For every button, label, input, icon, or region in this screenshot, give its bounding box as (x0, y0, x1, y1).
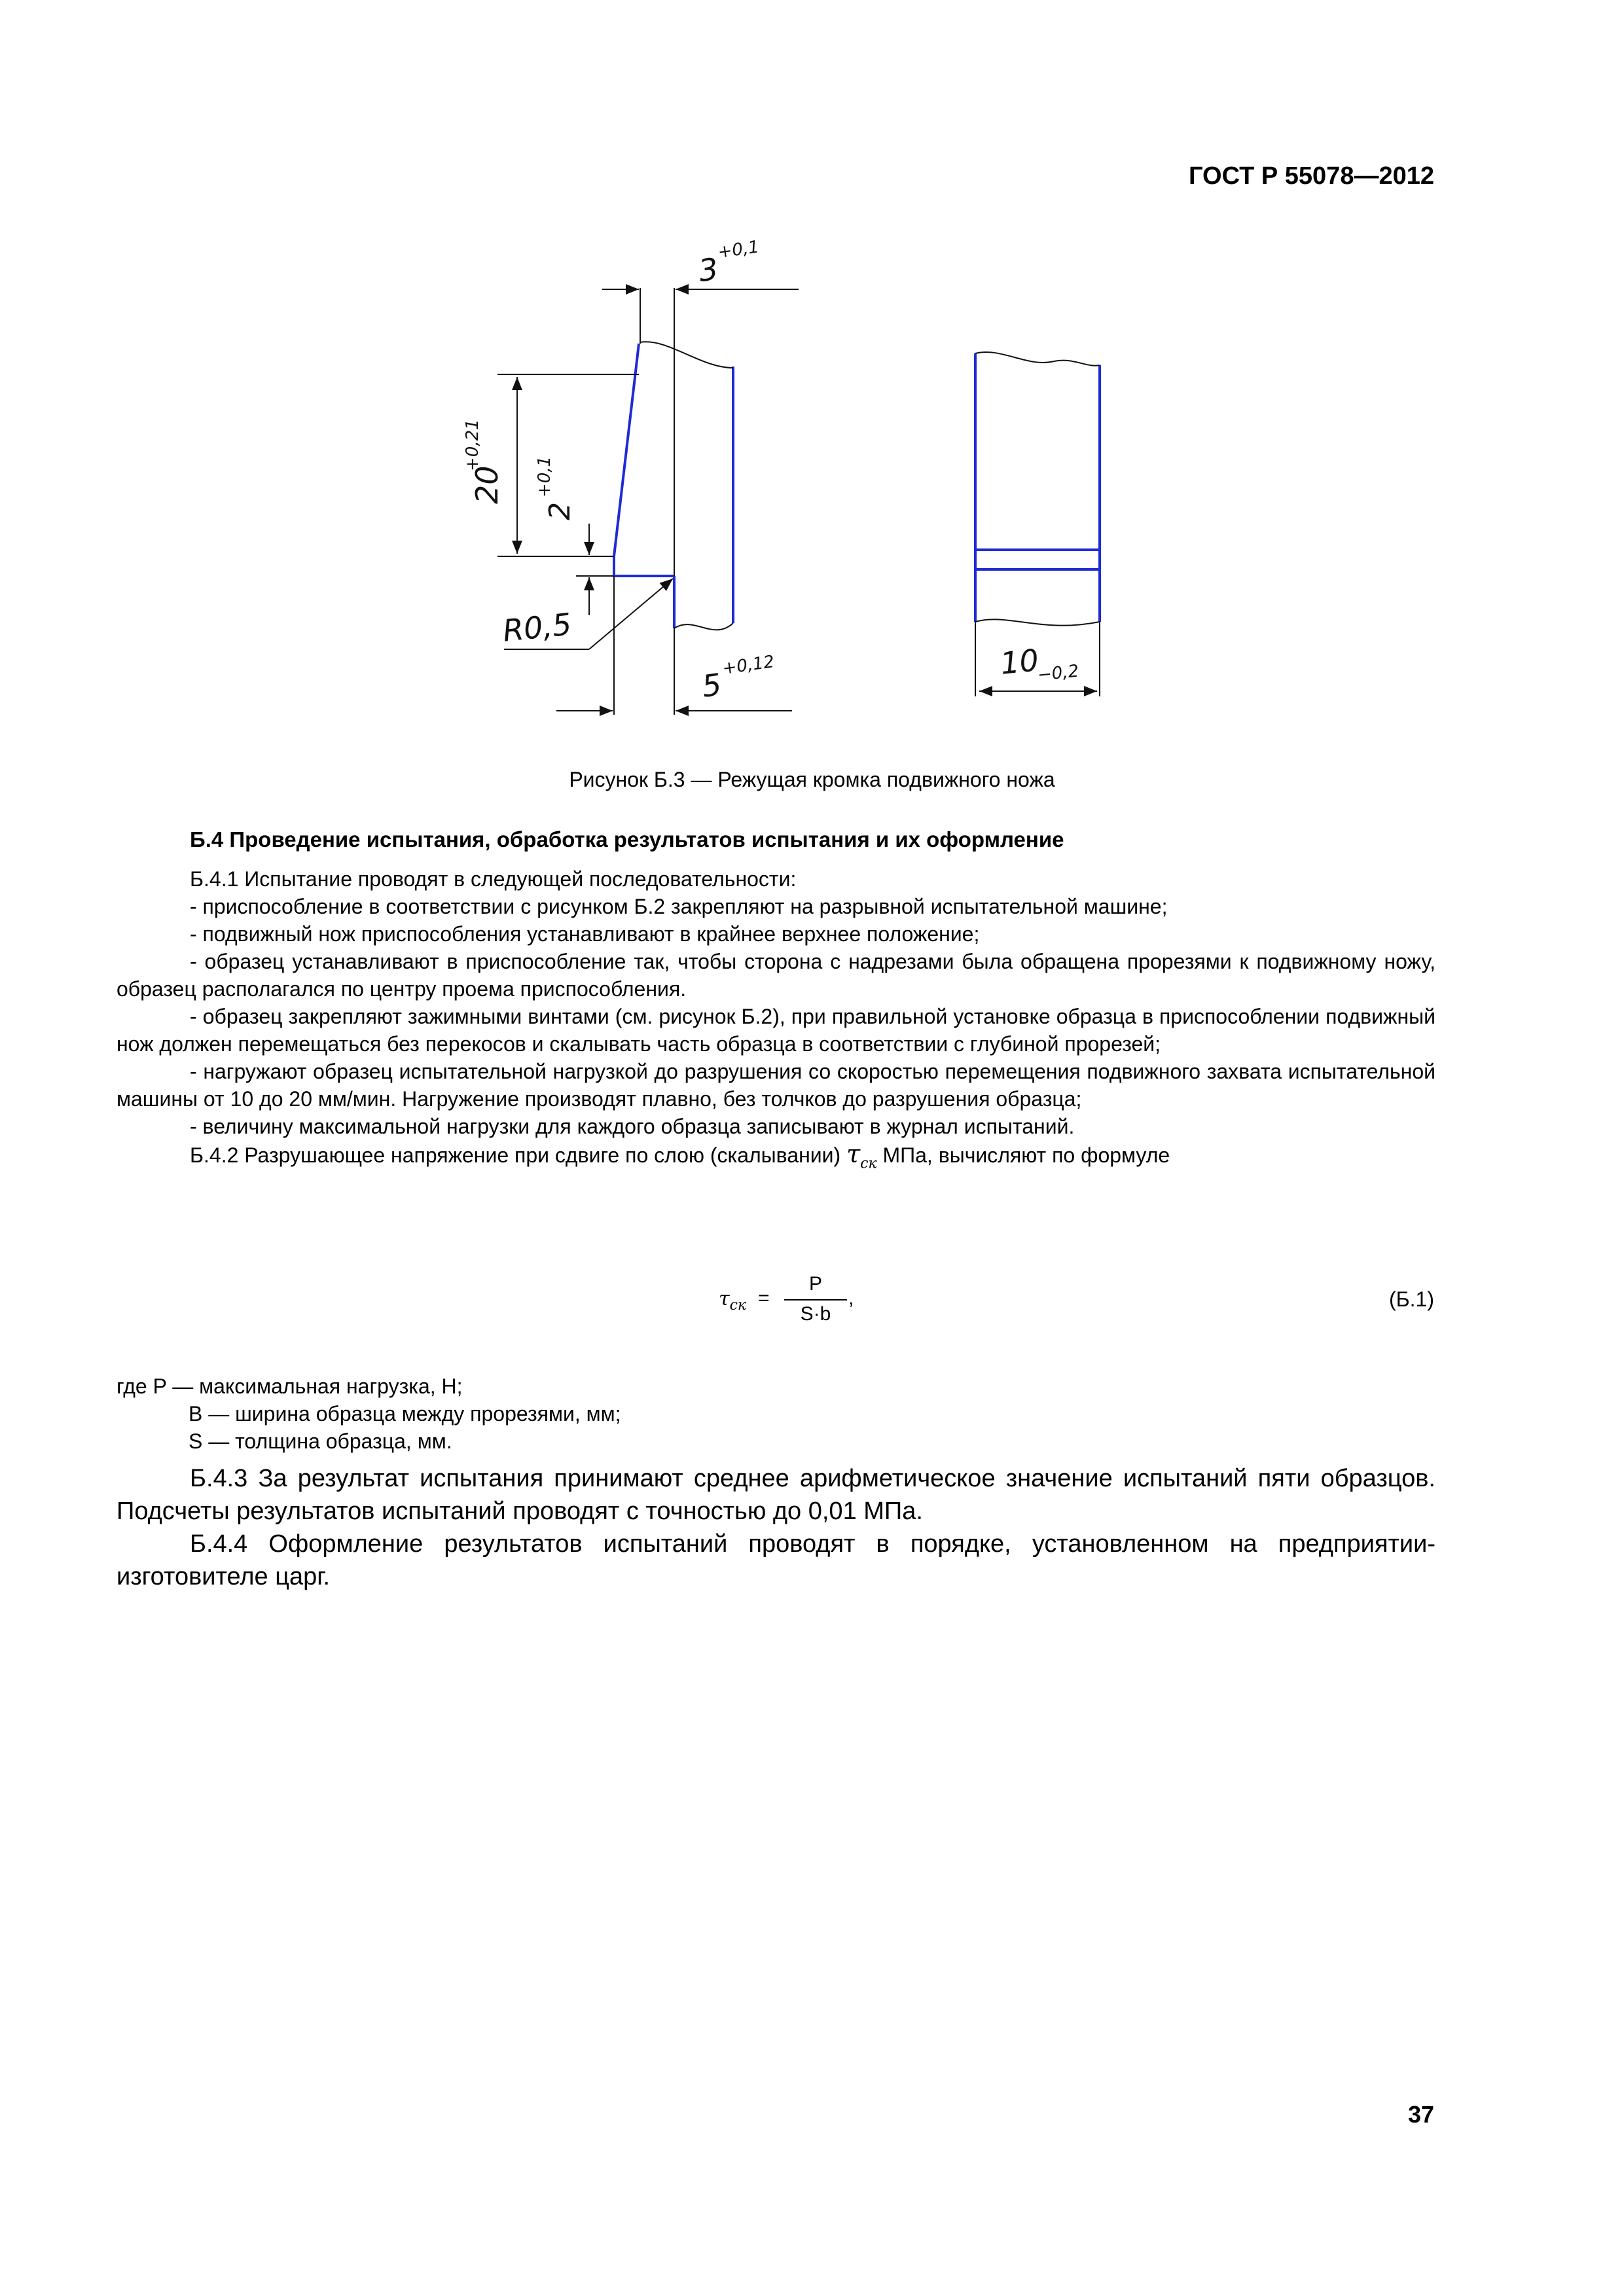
procedure-text (117, 865, 1435, 1178)
list-item: - величину максимальной нагрузки для каждого образца записывают в журнал испытаний. (190, 1115, 1075, 1138)
paragraph-b43: Б.4.3 За результат испытания принимают среднее арифметическое значение испытаний пяти образцов. Подсчеты результатов испытаний проводят с точностью до 0,01 МПа. (117, 1465, 1435, 1525)
svg-text:5: 5 (700, 666, 724, 704)
b42-text: Б.4.2 Разрушающее напряжение при сдвиге по слою (скалывании) (190, 1143, 841, 1167)
figure-knife-edge (452, 223, 1185, 740)
list-item: - нагружают образец испытательной нагрузкой до разрушения со скоростью перемещения подвижного захвата испытательной машины от 10 до 20 мм/мин. Нагружение производят плавно, без толчков до разрушения образца; (117, 1060, 1435, 1111)
paragraph-b42 (117, 1140, 1435, 1178)
formula-b1 (707, 1273, 877, 1332)
svg-text:+0,12: +0,12 (721, 652, 776, 679)
figure-caption: Рисунок Б.3 — Режущая кромка подвижного ножа (569, 768, 1055, 791)
formula-numerator: P (808, 1273, 822, 1295)
svg-text:−0,2: −0,2 (1036, 661, 1080, 685)
formula-denominator: S·b (800, 1303, 831, 1325)
list-item: - подвижный нож приспособления устанавливают в крайнее верхнее положение; (190, 922, 980, 946)
list-item: - образец устанавливают в приспособление так, чтобы сторона с надрезами была обращена прорезями к подвижному ножу, образец располагался по центру проема приспособления. (117, 950, 1435, 1001)
svg-text:2: 2 (543, 502, 577, 520)
list-item: - образец закрепляют зажимными винтами (см. рисунок Б.2), при правильной установке образца в приспособлении подвижный нож должен перемещаться без перекосов и скалывать часть образца в соответствии с глубиной прорезей; (117, 1005, 1435, 1056)
b42-text-after: МПа, вычисляют по формуле (882, 1143, 1170, 1167)
fraction-bar (784, 1299, 847, 1300)
svg-text:20: 20 (469, 465, 505, 504)
svg-text:R0,5: R0,5 (501, 606, 573, 649)
section-title: Б.4 Проведение испытания, обработка результатов испытания и их оформление (190, 827, 1064, 852)
where-line: где P — максимальная нагрузка, Н; (117, 1374, 463, 1398)
svg-text:+0,1: +0,1 (535, 456, 554, 497)
page-number: 37 (1407, 2101, 1434, 2128)
standard-header: ГОСТ Р 55078—2012 (1189, 162, 1434, 190)
formula-lhs: $\tau_{ск}$ (719, 1287, 747, 1314)
list-item: - приспособление в соответствии с рисунком Б.2 закрепляют на разрывной испытательной машине; (190, 895, 1168, 918)
svg-text:+0,1: +0,1 (716, 237, 761, 262)
equation-number: (Б.1) (1389, 1287, 1434, 1311)
tau-symbol: $\tau_{ск}$ (846, 1139, 877, 1172)
svg-text:3: 3 (696, 251, 721, 289)
paragraph-b41: Б.4.1 Испытание проводят в следующей последовательности: (190, 867, 797, 891)
formula-equals: = (758, 1287, 770, 1309)
svg-text:+0,21: +0,21 (463, 419, 482, 471)
formula-comma: , (848, 1287, 854, 1309)
where-line: B — ширина образца между прорезями, мм; (189, 1402, 621, 1426)
knife-drawing (452, 223, 1185, 740)
paragraph-b44: Б.4.4 Оформление результатов испытаний проводят в порядке, установленном на предприятии-изготовителе царг. (117, 1530, 1435, 1590)
side-view (975, 353, 1100, 622)
where-clause (117, 1372, 1435, 1455)
svg-text:10: 10 (998, 642, 1041, 681)
where-line: S — толщина образца, мм. (189, 1429, 452, 1453)
